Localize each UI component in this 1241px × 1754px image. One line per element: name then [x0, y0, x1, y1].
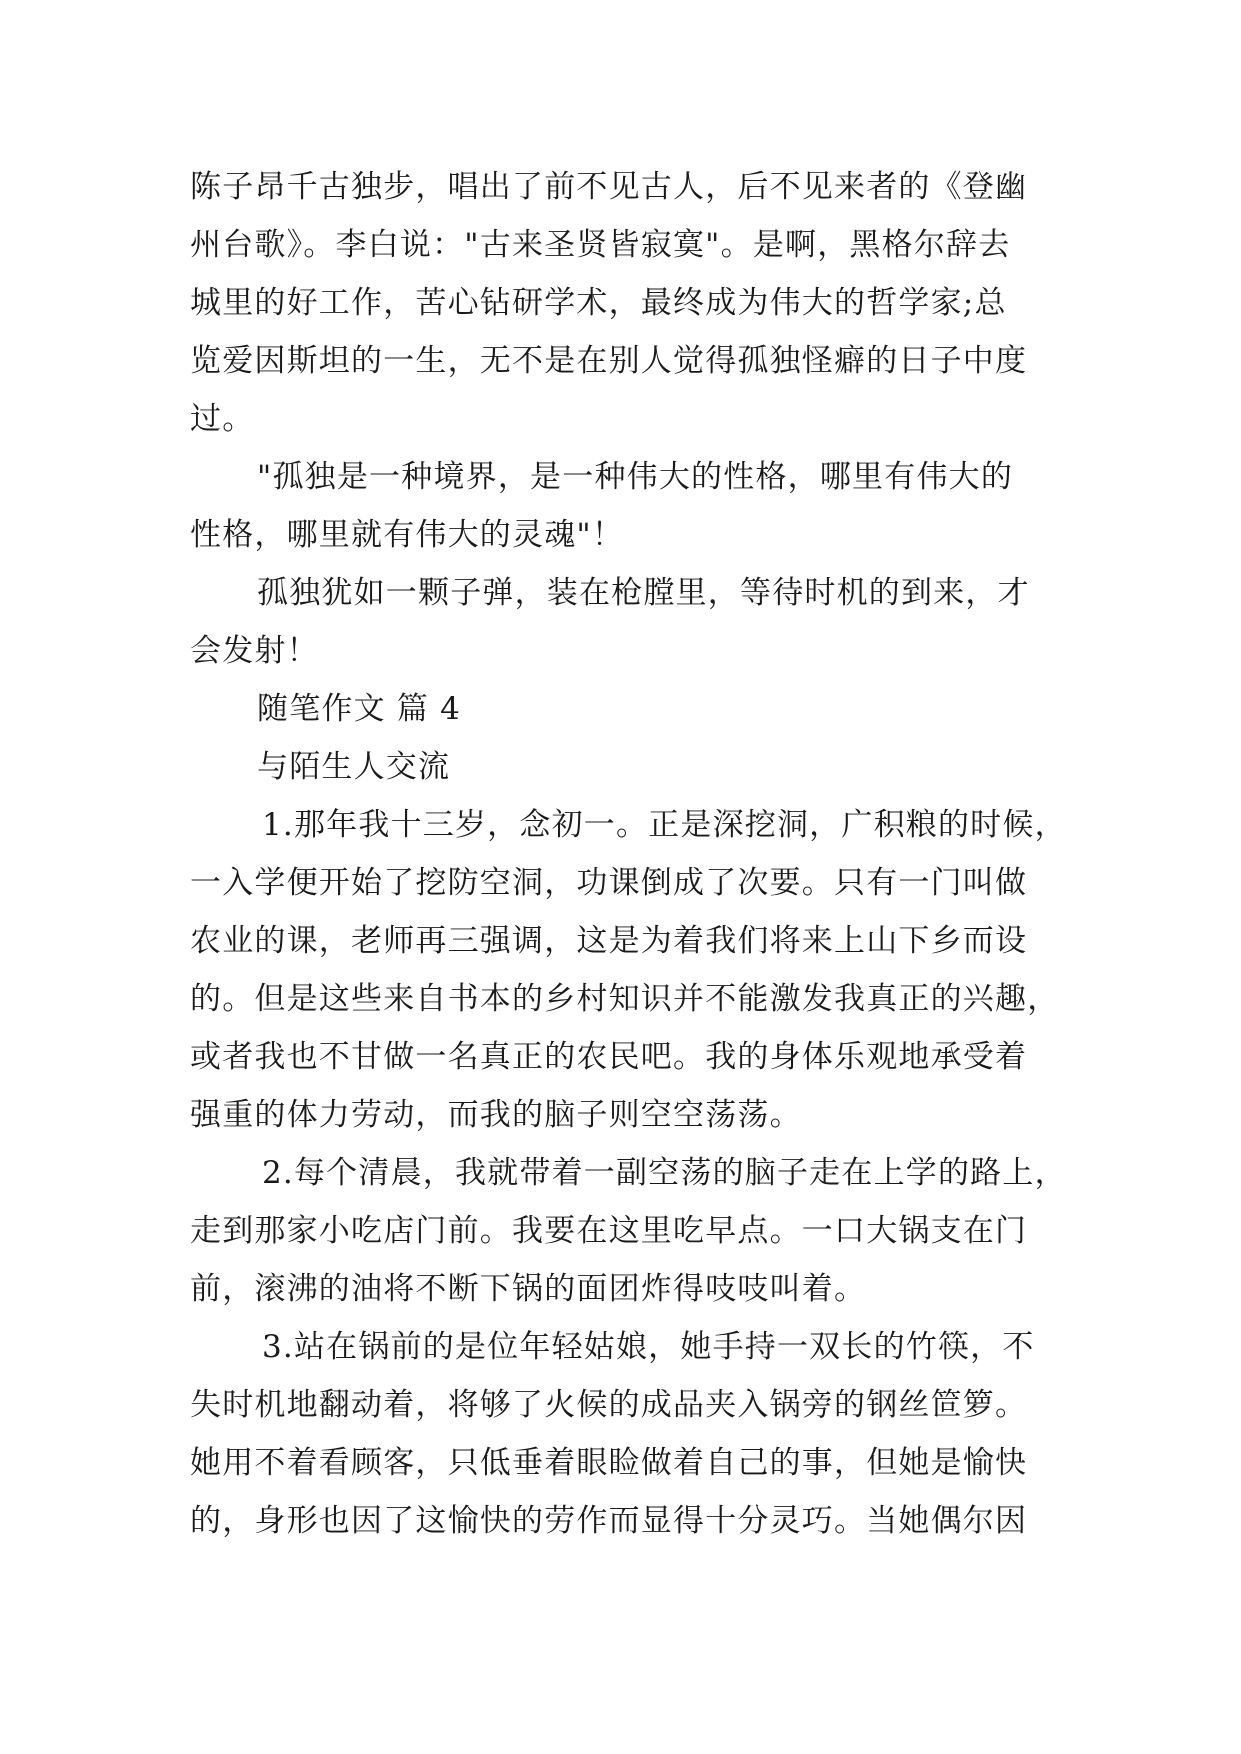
text-line: 的。但是这些来自书本的乡村知识并不能激发我真正的兴趣，: [190, 981, 1060, 1017]
article-title: 与陌生人交流: [257, 749, 451, 785]
text-line: 州台歌》。李白说："古来圣贤皆寂寞"。是啊，黑格尔辞去: [190, 227, 1011, 263]
text-line: 走到那家小吃店门前。我要在这里吃早点。一口大锅支在门: [190, 1213, 1028, 1249]
text-line: 性格，哪里就有伟大的灵魂"！: [190, 517, 625, 553]
text-line: 过。: [190, 401, 255, 437]
text-line: 览爱因斯坦的一生，无不是在别人觉得孤独怪癖的日子中度: [190, 343, 1028, 379]
text-line: 城里的好工作，苦心钻研学术，最终成为伟大的哲学家;总: [190, 285, 1007, 321]
section-heading: 随笔作文 篇 4: [257, 691, 462, 727]
text-line: 她用不着看顾客，只低垂着眼睑做着自己的事，但她是愉快: [190, 1445, 1028, 1481]
text-line: 的，身形也因了这愉快的劳作而显得十分灵巧。当她偶尔因: [190, 1503, 1028, 1539]
text-line: 前，滚沸的油将不断下锅的面团炸得吱吱叫着。: [190, 1271, 867, 1307]
text-line: 会发射！: [190, 633, 319, 669]
text-line: 农业的课，老师再三强调，这是为着我们将来上山下乡而设: [190, 923, 1028, 959]
text-line: 2.每个清晨，我就带着一副空荡的脑子走在上学的路上，: [262, 1155, 1067, 1191]
text-line: 1.那年我十三岁，念初一。正是深挖洞，广积粮的时候，: [262, 807, 1067, 843]
text-line: 或者我也不甘做一名真正的农民吧。我的身体乐观地承受着: [190, 1039, 1028, 1075]
text-line: 一入学便开始了挖防空洞，功课倒成了次要。只有一门叫做: [190, 865, 1028, 901]
text-line: 3.站在锅前的是位年轻姑娘，她手持一双长的竹筷，不: [262, 1329, 1035, 1365]
text-line: 强重的体力劳动，而我的脑子则空空荡荡。: [190, 1097, 802, 1133]
text-line: 失时机地翻动着，将够了火候的成品夹入锅旁的钢丝笸箩。: [190, 1387, 1028, 1423]
text-line: "孤独是一种境界，是一种伟大的性格，哪里有伟大的: [257, 459, 1014, 495]
text-line: 孤独犹如一颗子弹，装在枪膛里，等待时机的到来，才: [257, 575, 1030, 611]
text-line: 陈子昂千古独步，唱出了前不见古人，后不见来者的《登幽: [190, 169, 1028, 205]
